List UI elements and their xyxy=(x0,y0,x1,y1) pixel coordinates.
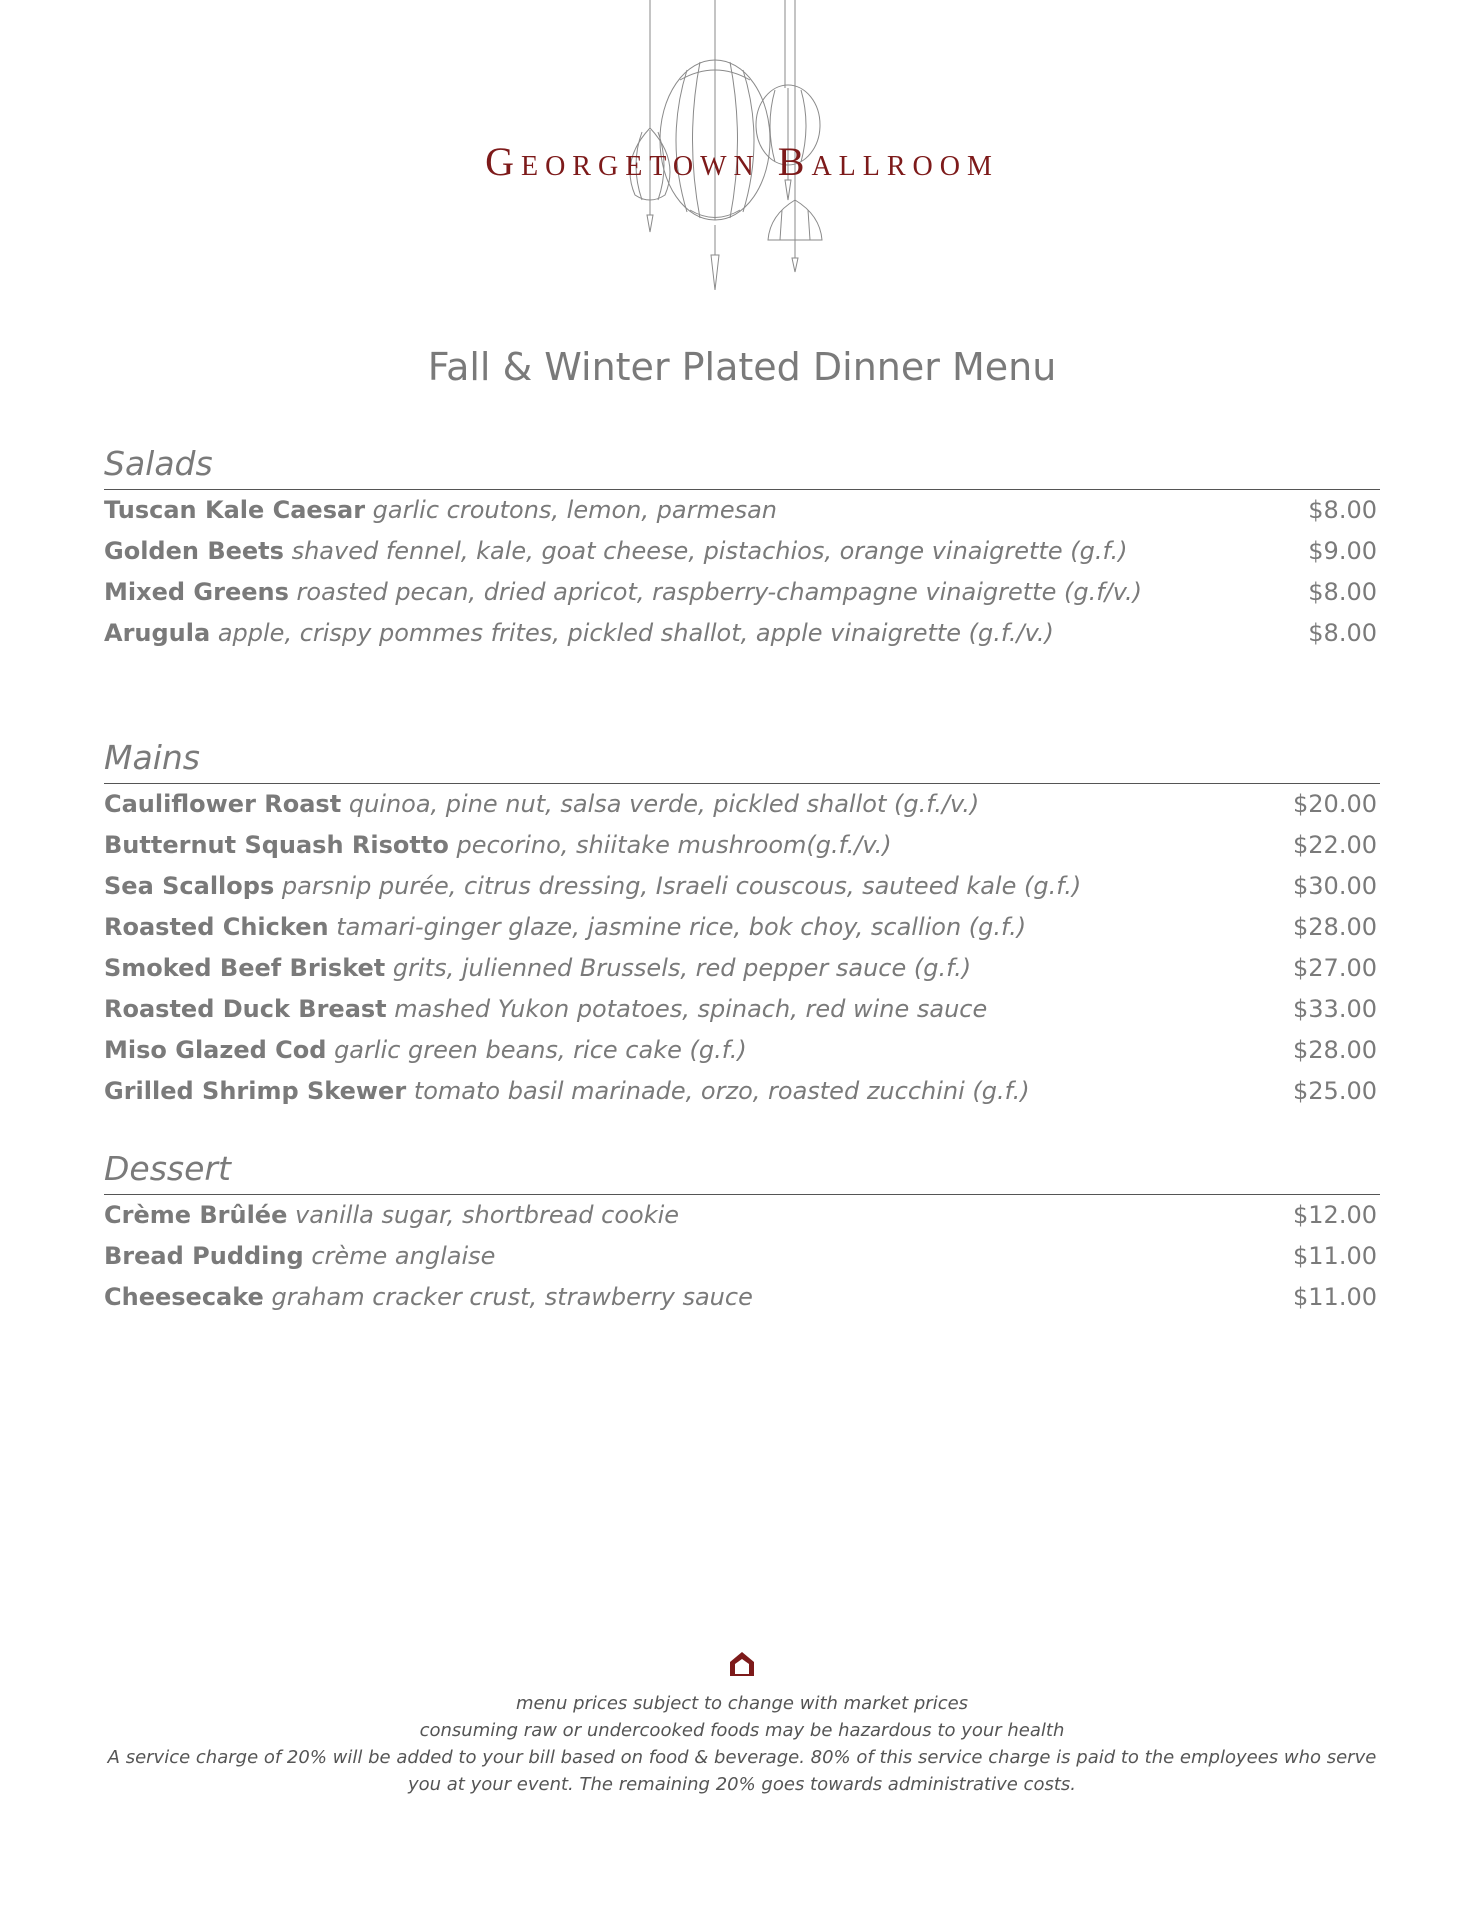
menu-item xyxy=(104,1195,1380,1236)
item-name: Crème Brûlée xyxy=(104,1201,288,1229)
menu-item xyxy=(104,866,1380,907)
item-desc: quinoa, pine nut, salsa verde, pickled shallot (g.f./v.) xyxy=(348,790,980,818)
item-price: $25.00 xyxy=(1293,1077,1377,1105)
item-desc: tamari-ginger glaze, jasmine rice, bok choy, scallion (g.f.) xyxy=(336,913,1027,941)
item-name: Tuscan Kale Caesar xyxy=(104,496,366,524)
item-price: $8.00 xyxy=(1308,578,1377,606)
item-name: Golden Beets xyxy=(104,537,284,565)
section-heading: Salads xyxy=(104,443,1380,490)
item-price: $30.00 xyxy=(1293,872,1377,900)
item-desc: apple, crispy pommes frites, pickled shallot, apple vinaigrette (g.f./v.) xyxy=(217,619,1054,647)
menu-item xyxy=(104,572,1380,613)
footer-note: consuming raw or undercooked foods may be hazardous to your health xyxy=(419,1720,1065,1741)
item-desc: crème anglaise xyxy=(311,1242,496,1270)
item-price: $27.00 xyxy=(1293,954,1377,982)
item-price: $28.00 xyxy=(1293,913,1377,941)
item-name: Smoked Beef Brisket xyxy=(104,954,386,982)
item-price: $20.00 xyxy=(1293,790,1377,818)
footer-note: A service charge of 20% will be added to your bill based on food & beverage. 80% of this service charge is paid to the employees who serve you at your event. The remaining 20% goes towards administrative costs. xyxy=(107,1747,1377,1795)
item-desc: vanilla sugar, shortbread cookie xyxy=(295,1201,680,1229)
section-mains xyxy=(104,737,1380,1112)
items-list xyxy=(104,490,1380,654)
item-name: Roasted Chicken xyxy=(104,913,329,941)
menu-item xyxy=(104,1236,1380,1277)
item-price: $8.00 xyxy=(1308,496,1377,524)
item-name: Arugula xyxy=(104,619,211,647)
item-desc: grits, julienned Brussels, red pepper sauce (g.f.) xyxy=(392,954,972,982)
page-title: Fall & Winter Plated Dinner Menu xyxy=(427,345,1057,389)
menu-item xyxy=(104,1030,1380,1071)
item-price: $12.00 xyxy=(1293,1201,1377,1229)
item-desc: shaved fennel, kale, goat cheese, pistachios, orange vinaigrette (g.f.) xyxy=(291,537,1128,565)
item-name: Cauliflower Roast xyxy=(104,790,342,818)
menu-item xyxy=(104,989,1380,1030)
house-icon xyxy=(728,1650,756,1678)
item-name: Bread Pudding xyxy=(104,1242,304,1270)
item-desc: garlic green beans, rice cake (g.f.) xyxy=(334,1036,747,1064)
section-dessert xyxy=(104,1148,1380,1318)
menu-item xyxy=(104,948,1380,989)
item-desc: mashed Yukon potatoes, spinach, red wine sauce xyxy=(394,995,988,1023)
item-desc: garlic croutons, lemon, parmesan xyxy=(372,496,778,524)
menu-item xyxy=(104,1277,1380,1318)
items-list xyxy=(104,1195,1380,1318)
item-price: $22.00 xyxy=(1293,831,1377,859)
item-desc: tomato basil marinade, orzo, roasted zucchini (g.f.) xyxy=(413,1077,1030,1105)
item-price: $11.00 xyxy=(1293,1242,1377,1270)
items-list xyxy=(104,784,1380,1112)
item-name: Sea Scallops xyxy=(104,872,275,900)
menu-item xyxy=(104,784,1380,825)
menu-item xyxy=(104,490,1380,531)
item-desc: pecorino, shiitake mushroom(g.f./v.) xyxy=(456,831,892,859)
menu-item xyxy=(104,825,1380,866)
brand-name: Georgetown Ballroom xyxy=(485,139,999,184)
item-desc: parsnip purée, citrus dressing, Israeli couscous, sauteed kale (g.f.) xyxy=(281,872,1082,900)
item-name: Cheesecake xyxy=(104,1283,264,1311)
item-price: $28.00 xyxy=(1293,1036,1377,1064)
section-heading: Dessert xyxy=(104,1148,1380,1195)
section-heading: Mains xyxy=(104,737,1380,784)
footer-notes xyxy=(104,1690,1380,1798)
footer-note: menu prices subject to change with market prices xyxy=(515,1693,969,1714)
item-price: $11.00 xyxy=(1293,1283,1377,1311)
menu-item xyxy=(104,613,1380,654)
menu-item xyxy=(104,531,1380,572)
item-price: $33.00 xyxy=(1293,995,1377,1023)
logo xyxy=(0,0,1484,310)
menu-item xyxy=(104,1071,1380,1112)
item-price: $9.00 xyxy=(1308,537,1377,565)
section-salads xyxy=(104,443,1380,654)
item-desc: roasted pecan, dried apricot, raspberry-champagne vinaigrette (g.f/v.) xyxy=(296,578,1142,606)
item-price: $8.00 xyxy=(1308,619,1377,647)
item-name: Grilled Shrimp Skewer xyxy=(104,1077,407,1105)
item-name: Roasted Duck Breast xyxy=(104,995,387,1023)
menu-item xyxy=(104,907,1380,948)
item-name: Mixed Greens xyxy=(104,578,289,606)
item-name: Miso Glazed Cod xyxy=(104,1036,327,1064)
item-desc: graham cracker crust, strawberry sauce xyxy=(271,1283,753,1311)
item-name: Butternut Squash Risotto xyxy=(104,831,449,859)
